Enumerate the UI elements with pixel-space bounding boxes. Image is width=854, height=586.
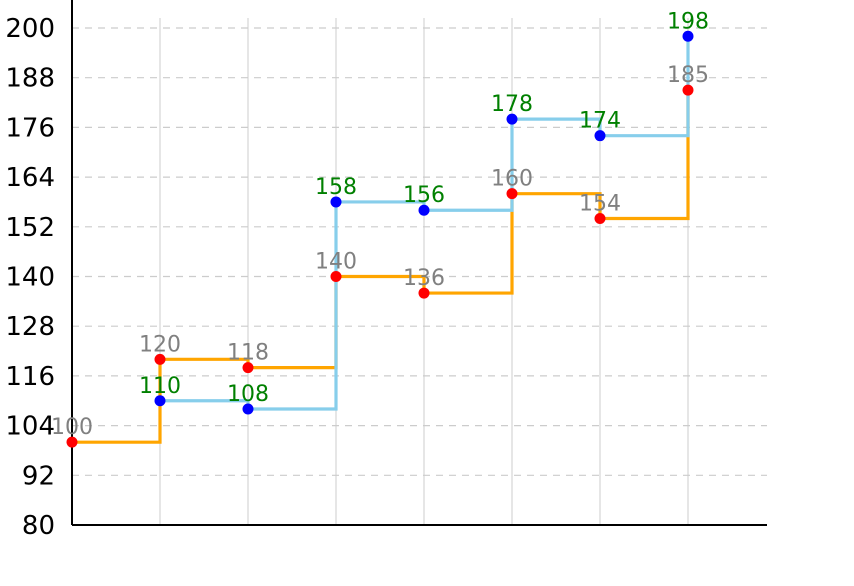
series-blue-data-label: 110 — [139, 373, 181, 399]
y-tick-label: 104 — [5, 411, 55, 442]
y-tick-label: 140 — [5, 262, 55, 293]
axes — [5, 0, 767, 541]
series-blue-data-label: 198 — [667, 9, 709, 35]
y-tick-label: 188 — [5, 63, 55, 94]
y-tick-label: 80 — [21, 511, 55, 541]
y-tick-label: 152 — [5, 212, 55, 243]
series-orange-data-label: 100 — [51, 415, 93, 441]
series-orange-data-label: 136 — [403, 266, 445, 292]
series-orange-data-label: 160 — [491, 166, 533, 192]
series-blue-data-label: 174 — [579, 108, 621, 134]
series-orange-data-label: 120 — [139, 332, 181, 358]
y-tick-label: 176 — [5, 113, 55, 144]
series-blue-data-label: 178 — [491, 92, 533, 118]
y-tick-label: 92 — [21, 461, 55, 492]
y-tick-label: 164 — [5, 163, 55, 194]
series-orange-data-label: 185 — [667, 63, 709, 89]
series-blue-data-label: 108 — [227, 382, 269, 408]
series-orange-data-label: 154 — [579, 191, 621, 217]
series-orange-data-label: 140 — [315, 249, 357, 275]
y-tick-label: 200 — [5, 14, 55, 44]
series-blue-data-label: 158 — [315, 174, 357, 200]
y-tick-label: 116 — [5, 361, 55, 392]
series-blue-data-label: 156 — [403, 183, 445, 209]
series-orange-data-label: 118 — [227, 340, 269, 366]
y-tick-label: 128 — [5, 312, 55, 343]
